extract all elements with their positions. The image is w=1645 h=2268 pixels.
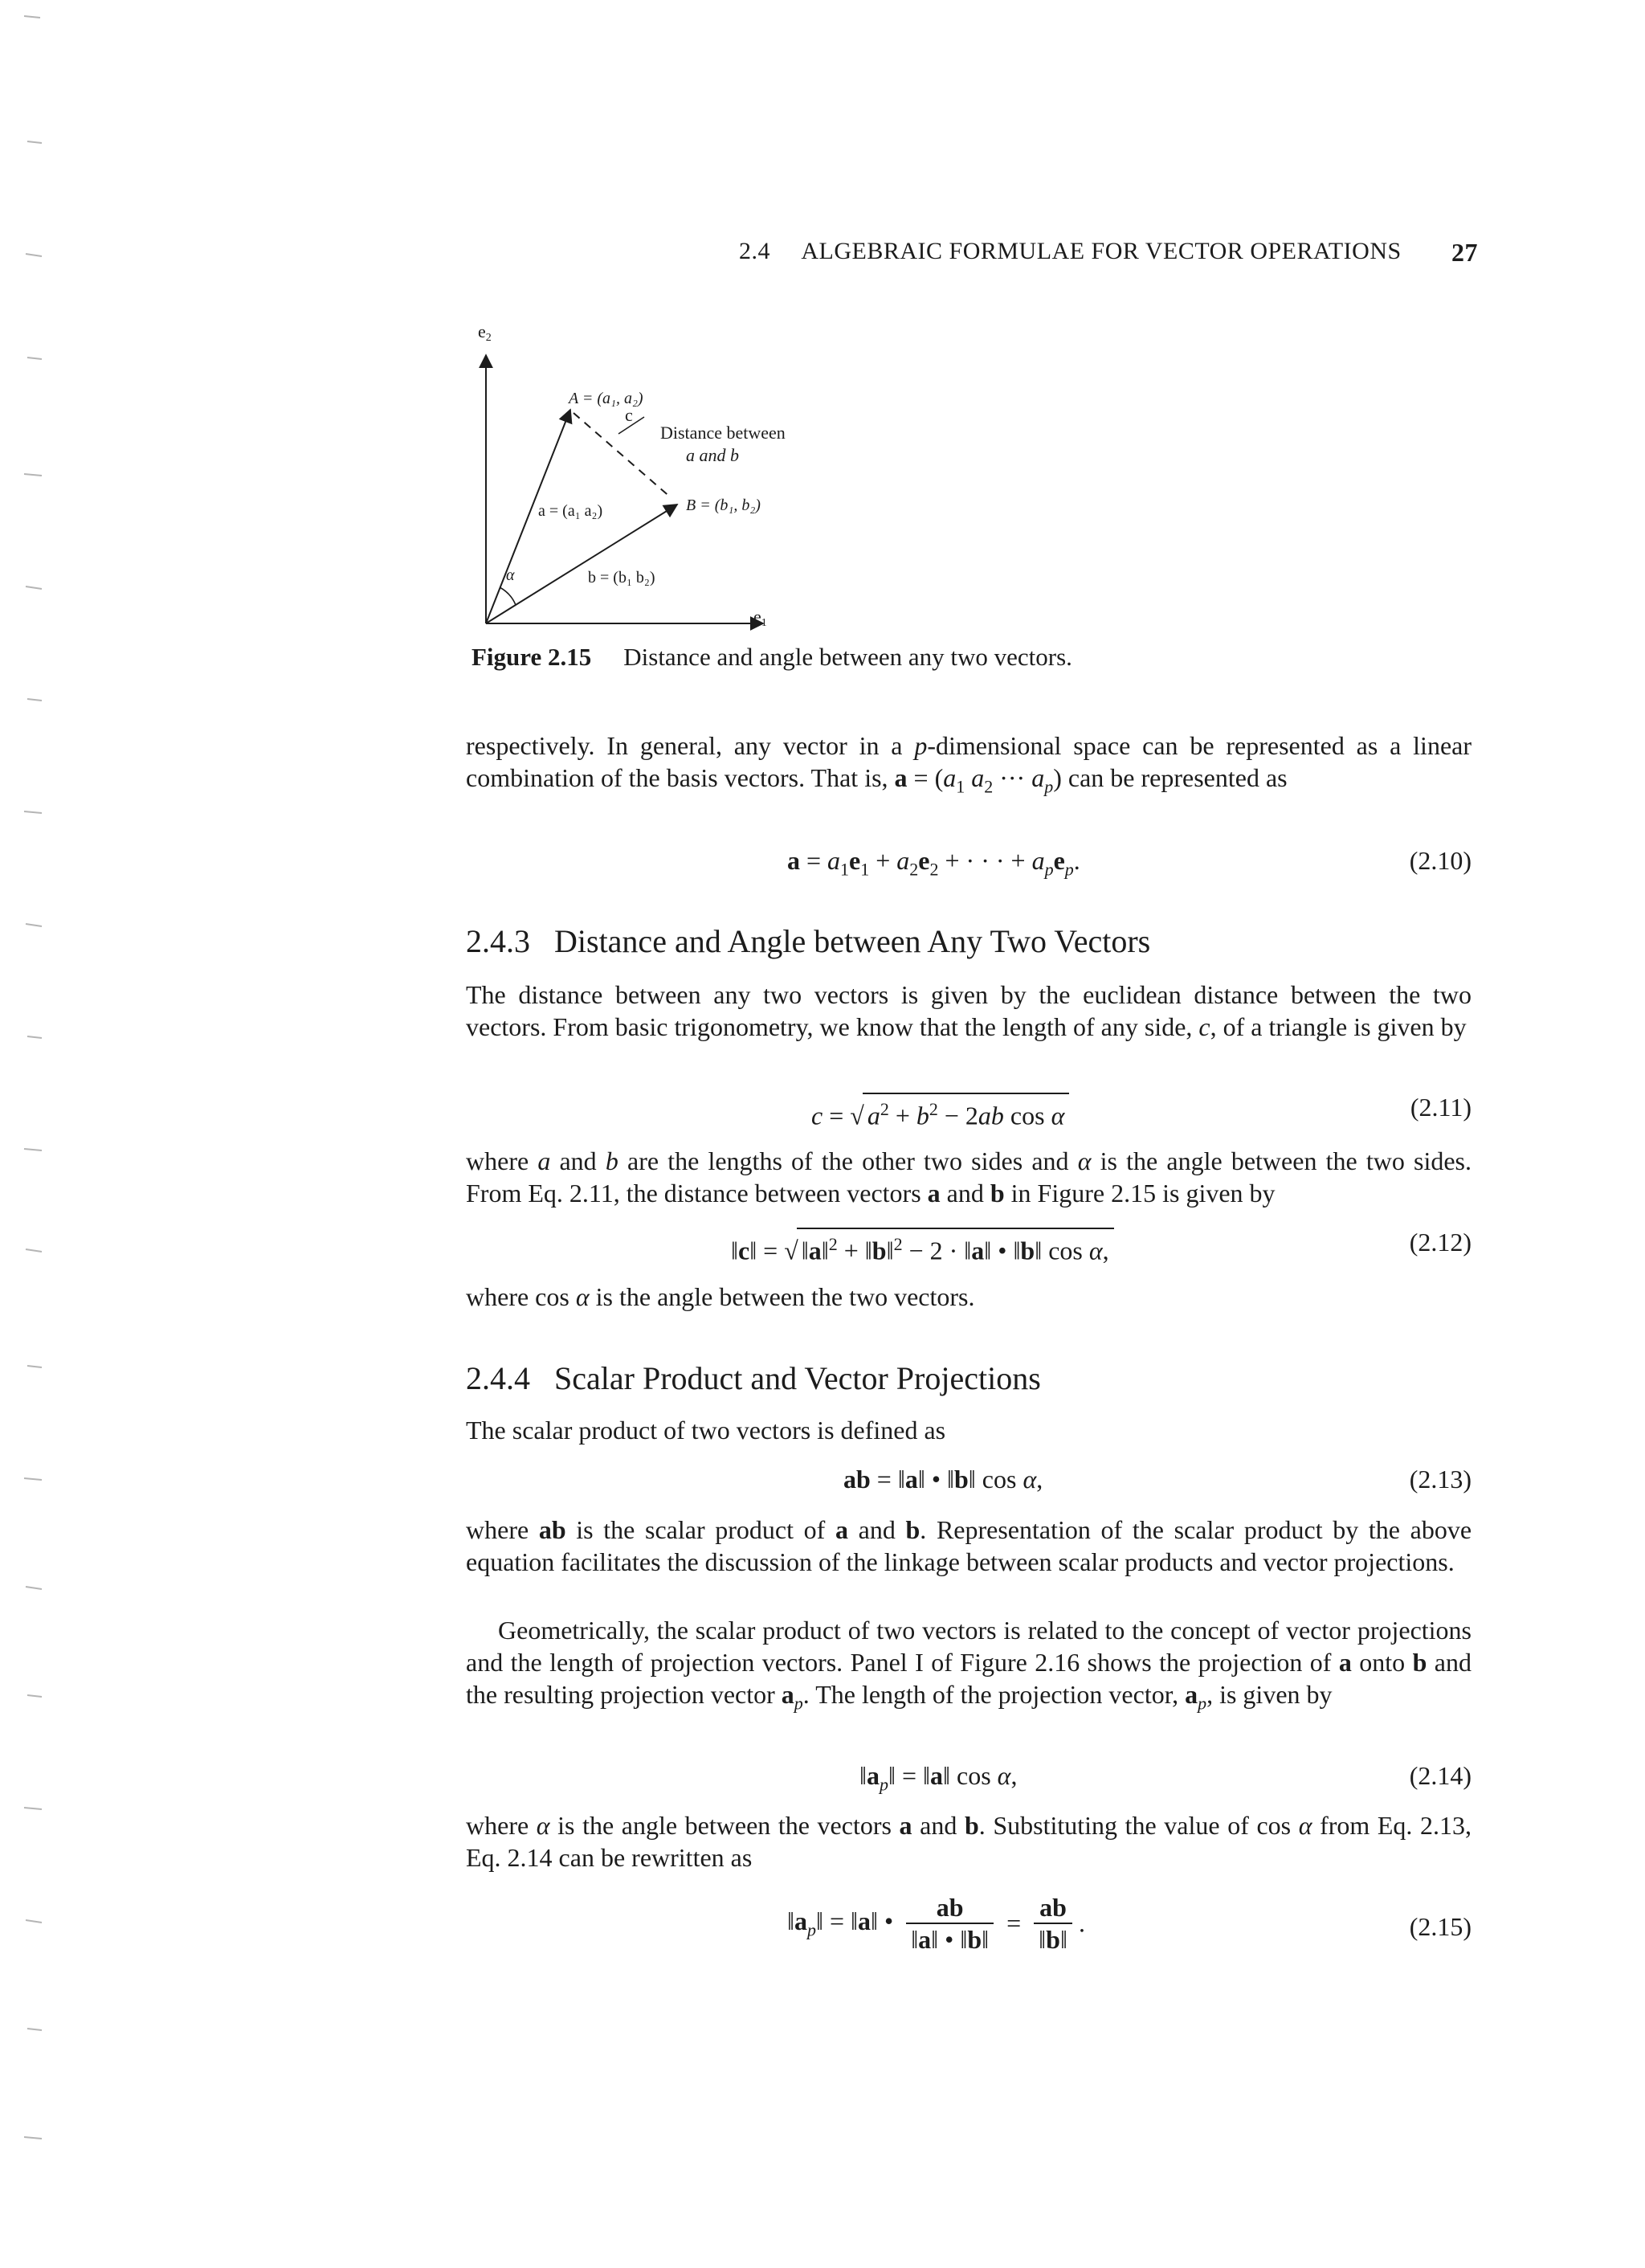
equation-number: (2.12) xyxy=(1409,1228,1472,1257)
paragraph-scalar-product: where ab is the scalar product of a and b. Representation of the scalar product by the above equation facilitates the discussion of the linkage between scalar products and vector projections. xyxy=(466,1515,1472,1576)
figure-caption xyxy=(471,643,1072,672)
paragraph-sides: where a and b are the lengths of the other two sides and α is the angle between the two sides. From Eq. 2.11, the distance between vectors a and b in Figure 2.15 is given by xyxy=(466,1146,1472,1208)
paragraph-basis-vectors: respectively. In general, any vector in a p-dimensional space can be represented as a linear combination of the basis vectors. That is, $a = (a_1$ $a_2$ ··· $a_p$) can be represented as xyxy=(466,731,1472,797)
equation-number: (2.13) xyxy=(1409,1465,1472,1494)
running-header xyxy=(739,238,1478,265)
section-heading-2-4-4: 2.4.4 Scalar Product and Vector Projections xyxy=(466,1360,1041,1396)
equation-2-14: $‖a_p‖$ = ‖a‖ cos α, (2.14) xyxy=(859,1761,1472,1795)
angle-label: α xyxy=(506,566,515,584)
equation-2-12: ‖c‖ = √ ‖a‖$^2$ + ‖b‖$^2$ − 2 · ‖a‖ • ‖b‖ cos α, (2.12) xyxy=(731,1228,1472,1265)
point-B-label: B = (b₁, b₂) xyxy=(686,497,761,514)
equation-number: (2.11) xyxy=(1410,1093,1472,1122)
paragraph-substitution: where α is the angle between the vectors a and b. Substituting the value of cos α from Eq. 2.13, Eq. 2.14 can be rewritten as xyxy=(466,1811,1472,1872)
margin-scan-marks xyxy=(0,0,48,2268)
e2-axis-label: e2 xyxy=(478,321,492,344)
equation-number: (2.15) xyxy=(1409,1912,1472,1941)
section-heading-2-4-3: 2.4.3 Distance and Angle between Any Two Vectors xyxy=(466,923,1151,959)
angle-arc xyxy=(500,587,516,605)
distance-note-line1: Distance between xyxy=(660,423,786,443)
label-c: c xyxy=(625,405,633,425)
equation-2-13: ab = ‖a‖ • ‖b‖ cos α, (2.13) xyxy=(843,1465,1472,1494)
equation-2-11: c = √ $a^2 + b^2 - 2ab$ cos α (2.11) xyxy=(811,1093,1472,1130)
header-section-number: 2.4 xyxy=(739,238,770,264)
paragraph-distance: The distance between any two vectors is given by the euclidean distance between the two vectors. From basic trigonometry, we know that the length of any side, c, of a triangle is given by xyxy=(466,980,1472,1041)
distance-c-dashed xyxy=(574,413,671,498)
paragraph-cos: where cos α is the angle between the two vectors. xyxy=(466,1282,975,1311)
caption-label: Figure 2.15 xyxy=(471,643,592,671)
equation-2-15: $‖a_p‖$ = ‖a‖ • $\frac{ab}{‖a‖ • ‖b‖}$ = $\frac{ab}{‖b‖}$ . (2.15) xyxy=(787,1893,1472,1954)
page-number: 27 xyxy=(1451,238,1478,267)
distance-note-line2: a and b xyxy=(686,445,739,465)
equation-2-10: $a = a_1e_1 + a_2e_2$ + · · · + $a_pe_p$. (2.10) xyxy=(787,846,1472,880)
figure-2-15 xyxy=(450,315,835,652)
paragraph-projections: Geometrically, the scalar product of two vectors is related to the concept of vector projections and the length of projection vectors. Panel I of Figure 2.16 shows the projection of a onto b and the resulting projection vector $a_p$. The length of the projection vector, $a_p$, is given by xyxy=(466,1616,1472,1714)
vector-a-label: a = (a₁ a₂) xyxy=(538,502,603,520)
header-title: ALGEBRAIC FORMULAE FOR VECTOR OPERATIONS xyxy=(801,238,1402,264)
paragraph-scalar-def: The scalar product of two vectors is defined as xyxy=(466,1416,946,1445)
vector-b-line xyxy=(486,505,677,623)
point-A-label: A = (a₁, a₂) xyxy=(569,390,643,407)
equation-number: (2.10) xyxy=(1409,846,1472,875)
caption-text: Distance and angle between any two vectors. xyxy=(623,643,1072,671)
equation-number: (2.14) xyxy=(1409,1761,1472,1790)
vector-b-label: b = (b₁ b₂) xyxy=(588,569,655,586)
e1-axis-label: e1 xyxy=(753,607,767,629)
